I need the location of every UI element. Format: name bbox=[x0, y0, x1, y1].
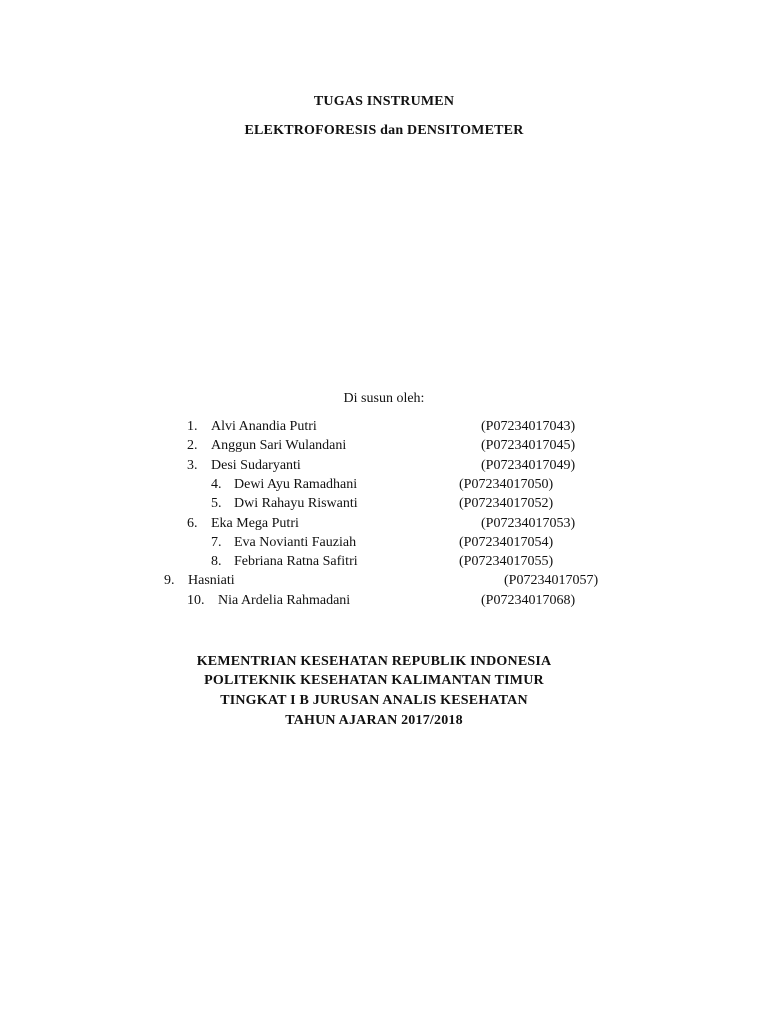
academic-year: TAHUN AJARAN 2017/2018 bbox=[285, 713, 463, 728]
member-number: 6. bbox=[187, 516, 198, 531]
member-nim: (P07234017045) bbox=[481, 438, 576, 453]
institution-polytechnic: POLITEKNIK KESEHATAN KALIMANTAN TIMUR bbox=[204, 673, 544, 688]
member-nim: (P07234017068) bbox=[481, 593, 576, 608]
member-nim: (P07234017043) bbox=[481, 419, 576, 434]
member-number: 7. bbox=[211, 535, 222, 550]
member-name: Dwi Rahayu Riswanti bbox=[234, 496, 358, 511]
institution-ministry: KEMENTRIAN KESEHATAN REPUBLIK INDONESIA bbox=[196, 654, 552, 669]
member-nim: (P07234017057) bbox=[504, 573, 599, 588]
member-name: Eka Mega Putri bbox=[211, 516, 299, 531]
member-name: Febriana Ratna Safitri bbox=[234, 554, 358, 569]
member-nim: (P07234017049) bbox=[481, 458, 576, 473]
member-number: 5. bbox=[211, 496, 222, 511]
member-name: Alvi Anandia Putri bbox=[211, 419, 317, 434]
member-name: Anggun Sari Wulandani bbox=[211, 438, 347, 453]
document-subtitle: ELEKTROFORESIS dan DENSITOMETER bbox=[244, 123, 524, 138]
member-number: 10. bbox=[187, 593, 205, 608]
institution-class: TINGKAT I B JURUSAN ANALIS KESEHATAN bbox=[220, 693, 528, 708]
member-name: Eva Novianti Fauziah bbox=[234, 535, 357, 550]
member-name: Nia Ardelia Rahmadani bbox=[218, 593, 351, 608]
member-name: Desi Sudaryanti bbox=[211, 458, 301, 473]
document-title: TUGAS INSTRUMEN bbox=[313, 94, 455, 109]
member-number: 2. bbox=[187, 438, 198, 453]
member-nim: (P07234017050) bbox=[459, 477, 554, 492]
member-nim: (P07234017055) bbox=[459, 554, 554, 569]
member-number: 3. bbox=[187, 458, 198, 473]
member-number: 8. bbox=[211, 554, 222, 569]
member-nim: (P07234017052) bbox=[459, 496, 554, 511]
member-nim: (P07234017053) bbox=[481, 516, 576, 531]
member-nim: (P07234017054) bbox=[459, 535, 554, 550]
member-number: 9. bbox=[164, 573, 175, 588]
member-name: Dewi Ayu Ramadhani bbox=[234, 477, 358, 492]
byline: Di susun oleh: bbox=[343, 391, 425, 406]
member-number: 1. bbox=[187, 419, 198, 434]
member-name: Hasniati bbox=[188, 573, 235, 588]
member-number: 4. bbox=[211, 477, 222, 492]
